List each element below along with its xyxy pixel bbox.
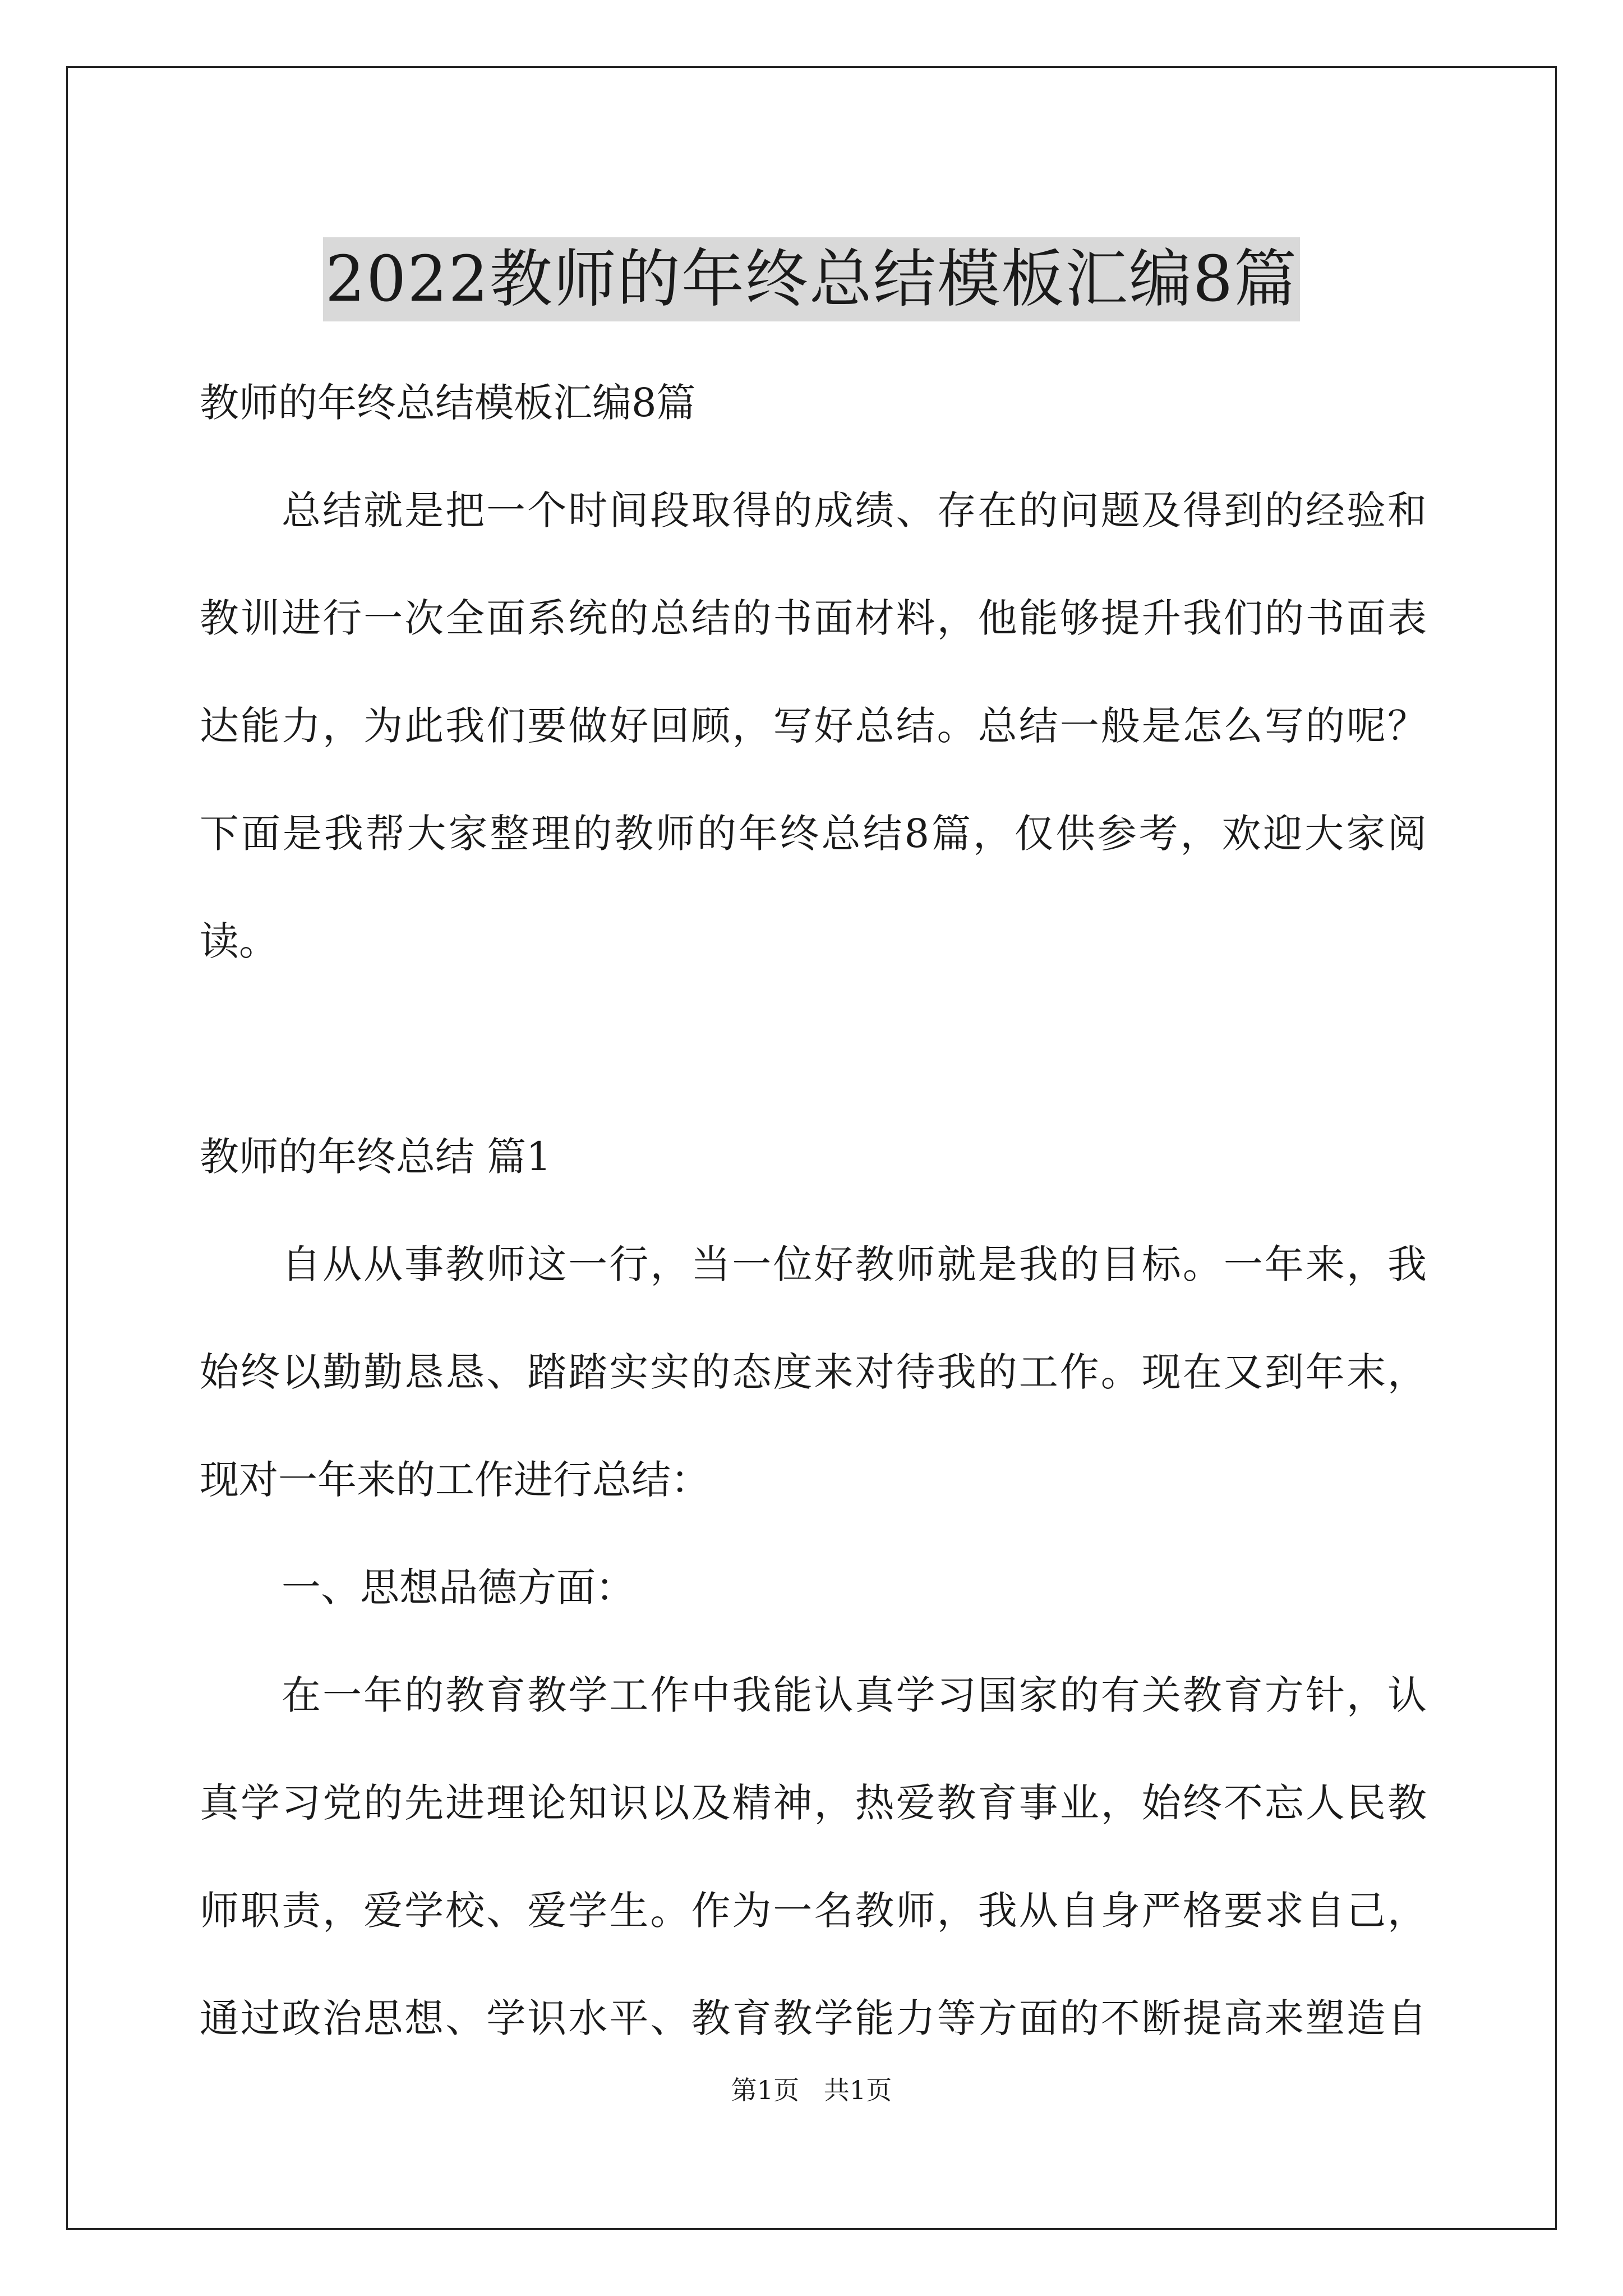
- para2-line-3: 师职责，爱学校、爱学生。作为一名教师，我从自身严格要求自己，: [200, 1888, 1427, 1934]
- subtitle: 教师的年终总结模板汇编8篇: [200, 380, 696, 426]
- para1-line-1: 自从从事教师这一行，当一位好教师就是我的目标。一年来，我: [282, 1241, 1427, 1287]
- intro-line-3: 达能力，为此我们要做好回顾，写好总结。总结一般是怎么写的呢？: [200, 703, 1427, 749]
- document-title: 2022教师的年终总结模板汇编8篇: [323, 237, 1300, 321]
- intro-line-4: 下面是我帮大家整理的教师的年终总结8篇，仅供参考，欢迎大家阅: [200, 811, 1427, 857]
- intro-line-2: 教训进行一次全面系统的总结的书面材料，他能够提升我们的书面表: [200, 595, 1427, 641]
- title-area: [0, 195, 1623, 364]
- paragraph-gap: [200, 995, 1427, 1103]
- sub-heading: 一、思想品德方面：: [282, 1565, 635, 1611]
- document-body: [200, 349, 1427, 2072]
- intro-line-5: 读。: [200, 918, 278, 964]
- intro-line-1: 总结就是把一个时间段取得的成绩、存在的问题及得到的经验和: [282, 487, 1427, 533]
- para1-line-2: 始终以勤勤恳恳、踏踏实实的态度来对待我的工作。现在又到年末，: [200, 1349, 1427, 1395]
- para2-line-1: 在一年的教育教学工作中我能认真学习国家的有关教育方针，认: [282, 1672, 1427, 1718]
- para1-line-3: 现对一年来的工作进行总结：: [200, 1457, 710, 1503]
- section-heading: 教师的年终总结 篇1: [200, 1134, 551, 1180]
- para2-line-2: 真学习党的先进理论知识以及精神，热爱教育事业，始终不忘人民教: [200, 1780, 1427, 1826]
- page-footer: 第1页 共1页: [731, 2075, 892, 2105]
- para2-line-4: 通过政治思想、学识水平、教育教学能力等方面的不断提高来塑造自: [200, 1995, 1427, 2041]
